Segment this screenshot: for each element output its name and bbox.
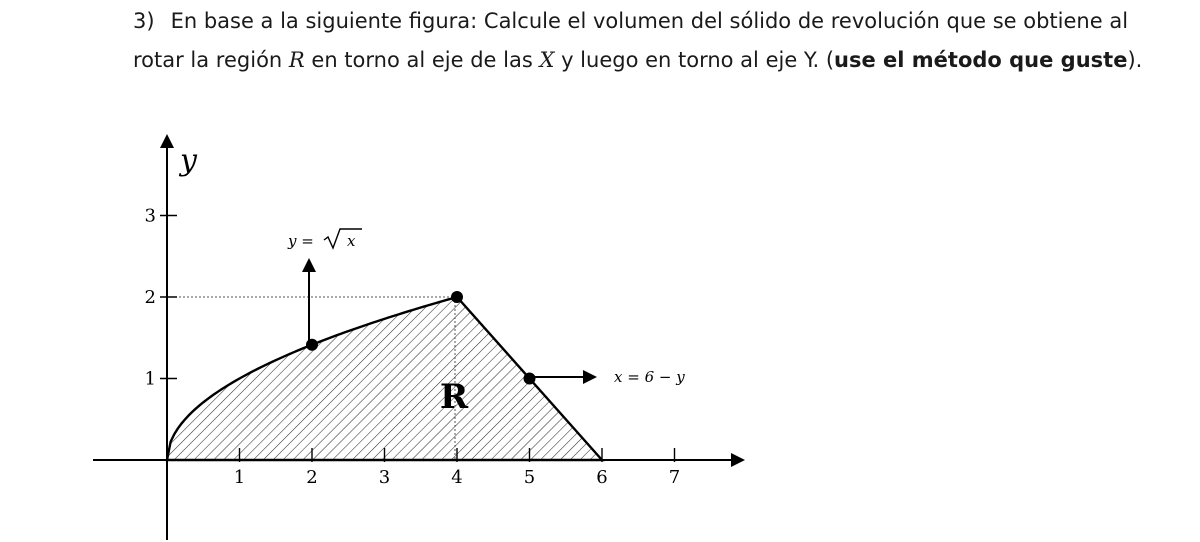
y-axis-arrowhead [160,134,174,148]
curve-label-sqrt-arg: x [347,232,356,250]
region-label: R [439,377,469,417]
problem-number: 3) [133,9,155,33]
problem-text-4: ). [1127,47,1143,72]
x-tick-label: 1 [233,467,246,488]
y-tick-label: 1 [144,368,156,390]
arrow-to-line-label-head [583,370,597,384]
region-symbol: R [288,47,305,72]
x-axis-arrowhead [731,453,745,467]
marked-point [451,291,463,303]
arrow-to-sqrt-label-head [302,258,316,272]
marked-point [524,373,536,385]
x-tick-label: 7 [668,467,681,488]
region-r-shaded [167,297,602,460]
radical-sign [324,229,362,248]
marked-point [306,339,318,351]
axis-symbol: X [539,47,555,72]
x-tick-label: 2 [306,467,318,488]
x-tick-label: 3 [378,467,391,488]
y-axis-label: y [180,143,197,178]
x-tick-label: 6 [596,467,608,488]
curve-label-line: x = 6 − y [614,368,685,386]
y-tick-label: 3 [144,205,156,227]
problem-bold-text: use el método que guste [834,47,1128,72]
problem-text-3: y luego en torno al eje Y. ( [554,47,835,72]
y-tick-label: 2 [144,287,156,308]
curve-label-sqrt-lhs: y = [288,232,314,250]
problem-text-1: En base a la siguiente figura: Calcule el volumen del sólido de revolución que se obtiene al rotar la región [133,9,1129,72]
x-tick-label: 5 [523,467,536,488]
x-tick-label: 4 [451,467,463,488]
problem-text-2: en torno al eje de las [304,47,540,72]
y-ticks [145,206,177,390]
